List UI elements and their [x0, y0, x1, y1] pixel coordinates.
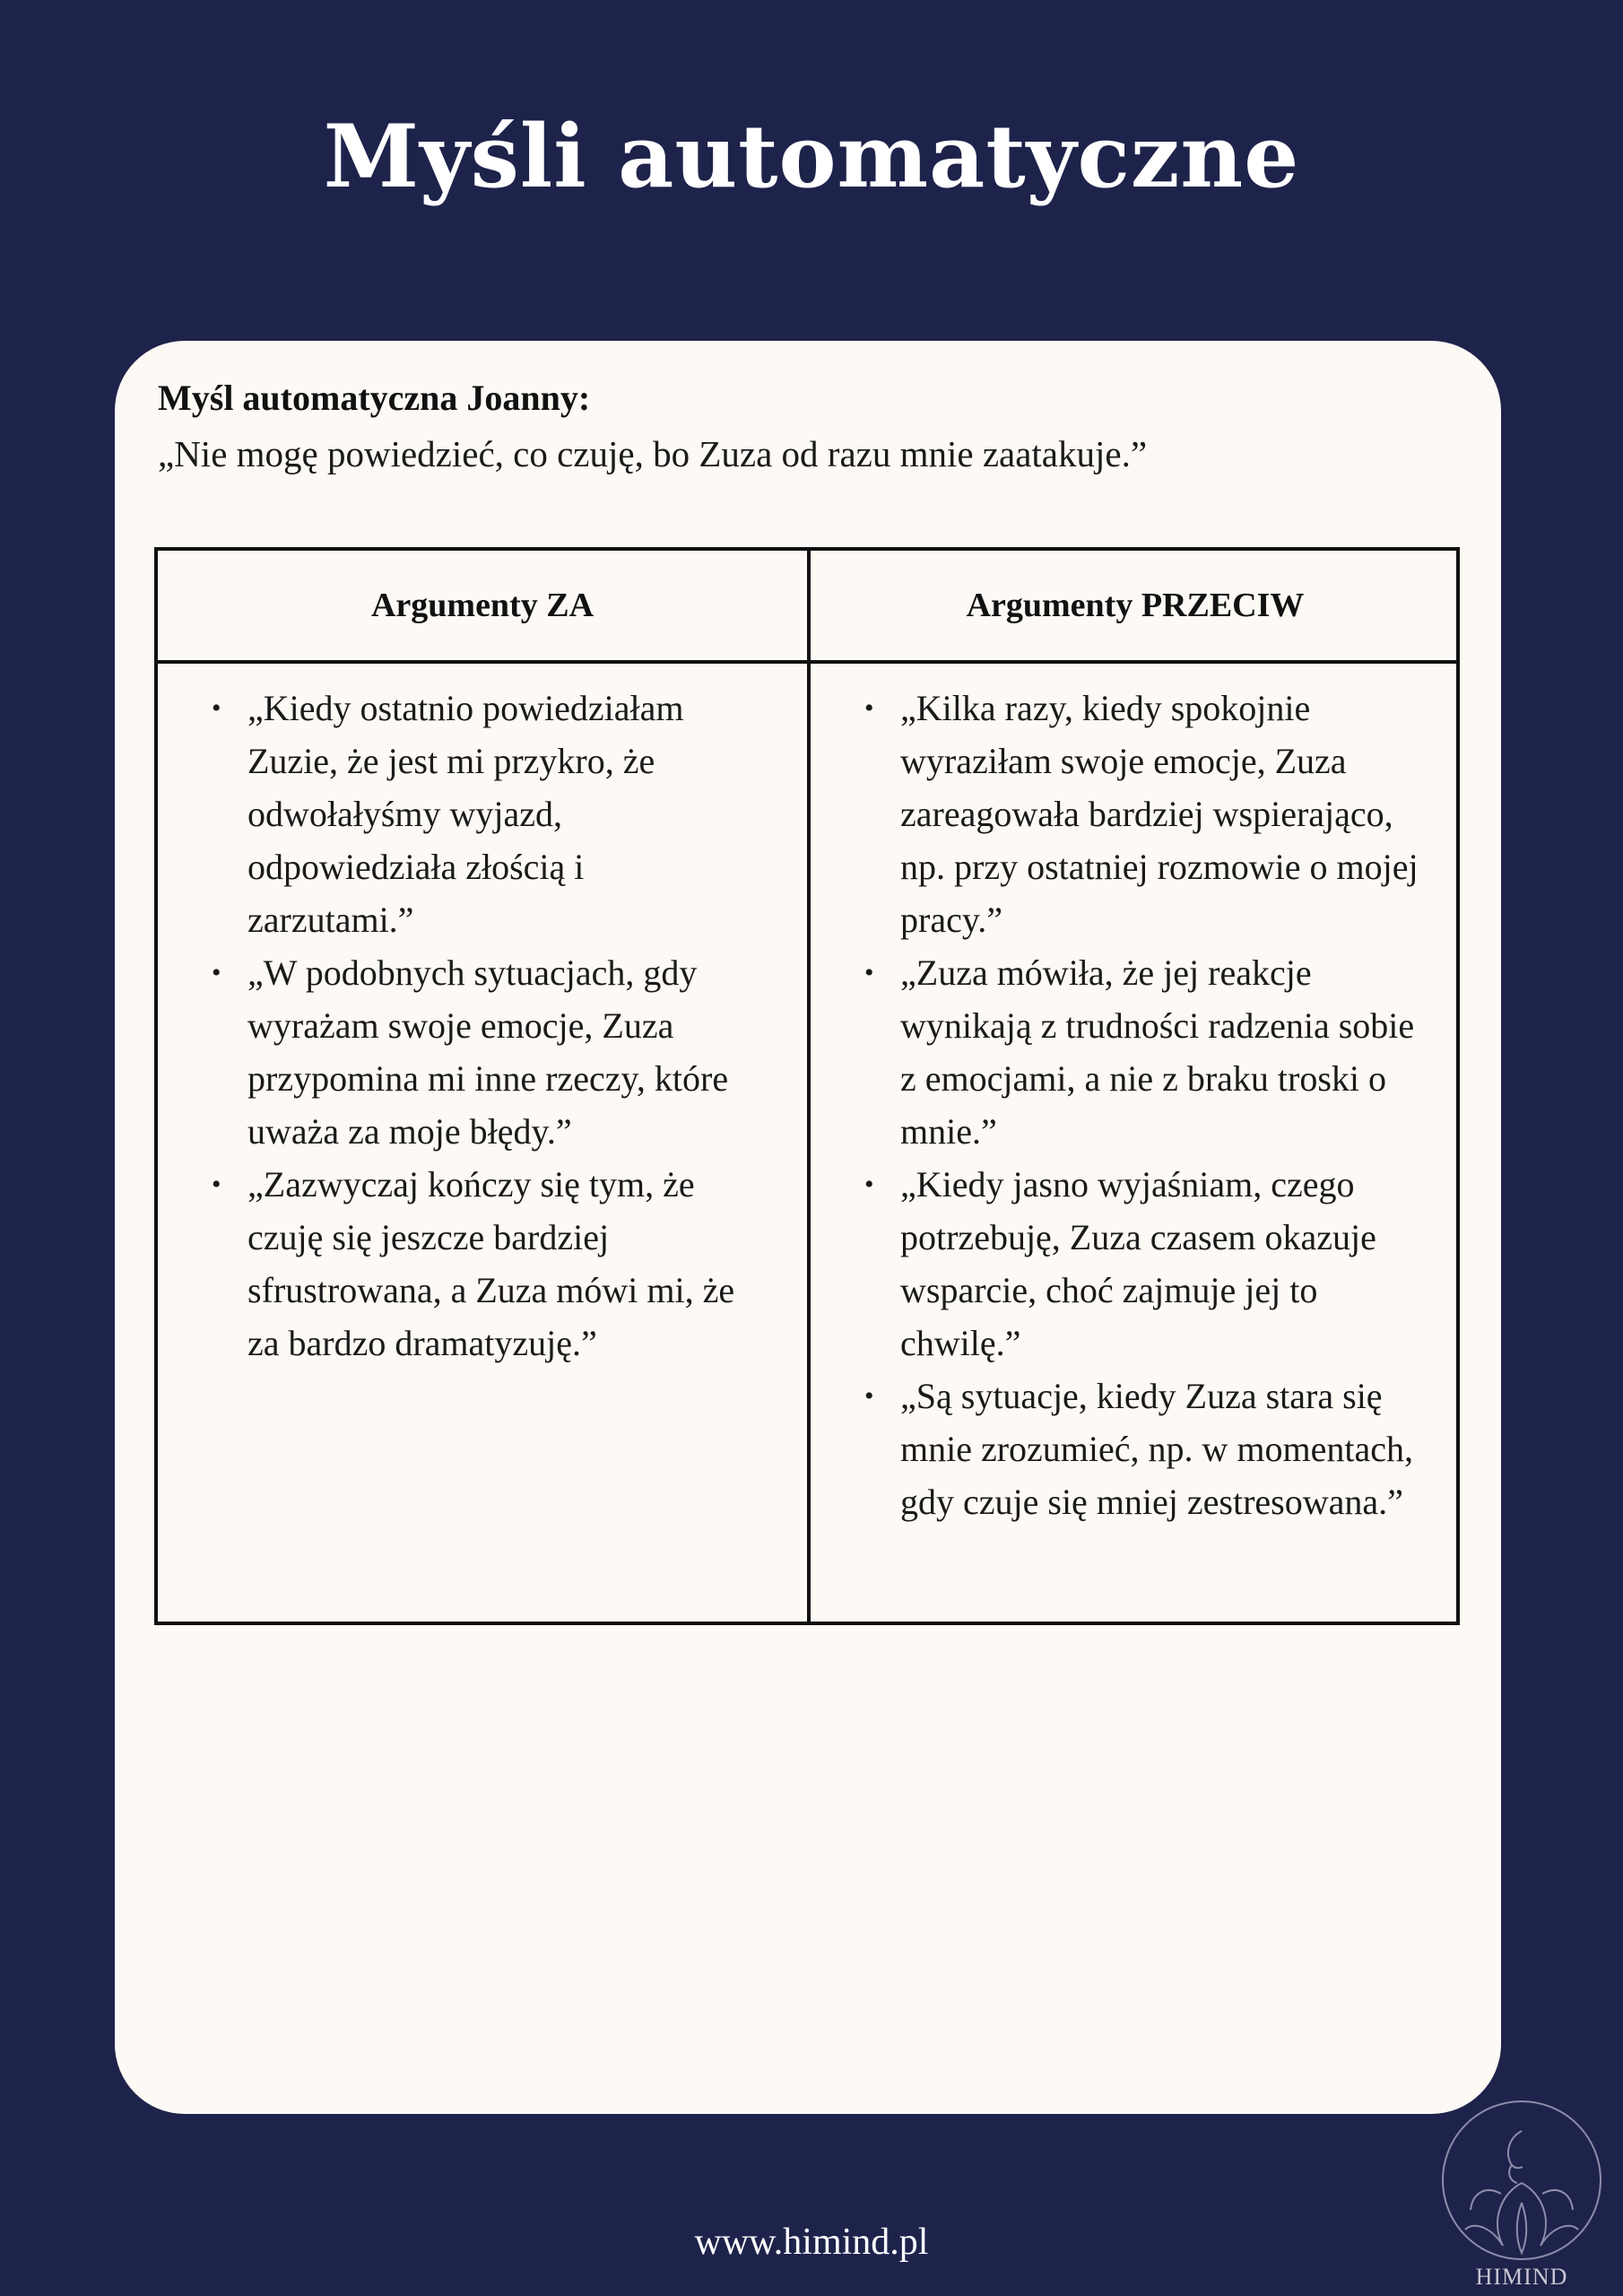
- thought-text: „Nie mogę powiedzieć, co czuję, bo Zuza od razu mnie zaatakuje.”: [158, 433, 1148, 474]
- website-link[interactable]: www.himind.pl: [694, 2222, 929, 2263]
- lotus-face-logo-icon: [1438, 2095, 1605, 2266]
- header-arguments-for: Argumenty ZA: [370, 587, 595, 624]
- arguments-for-list: [212, 682, 750, 1370]
- arguments-against-list: [864, 682, 1420, 1528]
- argument-for-item: • „W podobnych sytuacjach, gdy wyrażam swoje emocje, Zuza przypomina mi inne rzeczy, które uważa za moje błędy.”: [212, 946, 750, 1158]
- content-card: [115, 341, 1501, 2114]
- arguments-for-column: [212, 682, 750, 1370]
- header-arguments-against: Argumenty PRZECIW: [966, 587, 1305, 624]
- thought-label: Myśl automatyczna Joanny:: [158, 378, 591, 418]
- header-divider: [158, 660, 1456, 664]
- page-title: Myśli automatyczne: [323, 106, 1300, 207]
- arguments-table: [154, 547, 1460, 1625]
- logo-text: HIMIND: [1475, 2264, 1568, 2290]
- arguments-against-column: [864, 682, 1420, 1528]
- himind-logo: [1438, 2095, 1605, 2292]
- argument-for-item: • „Kiedy ostatnio powiedziałam Zuzie, że jest mi przykro, że odwołałyśmy wyjazd, odpowiedziała złością i zarzutami.”: [212, 682, 750, 946]
- argument-against-item: • „Są sytuacje, kiedy Zuza stara się mnie zrozumieć, np. w momentach, gdy czuje się mniej zestresowana.”: [864, 1370, 1420, 1528]
- argument-against-item: • „Kiedy jasno wyjaśniam, czego potrzebuję, Zuza czasem okazuje wsparcie, choć zajmuje jej to chwilę.”: [864, 1158, 1420, 1370]
- column-divider: [807, 551, 811, 1622]
- argument-for-item: • „Zazwyczaj kończy się tym, że czuję się jeszcze bardziej sfrustrowana, a Zuza mówi mi, że za bardzo dramatyzuję.”: [212, 1158, 750, 1370]
- argument-against-item: • „Zuza mówiła, że jej reakcje wynikają z trudności radzenia sobie z emocjami, a nie z braku troski o mnie.”: [864, 946, 1420, 1158]
- argument-against-item: • „Kilka razy, kiedy spokojnie wyraziłam swoje emocje, Zuza zareagowała bardziej wspierająco, np. przy ostatniej rozmowie o mojej pracy.”: [864, 682, 1420, 946]
